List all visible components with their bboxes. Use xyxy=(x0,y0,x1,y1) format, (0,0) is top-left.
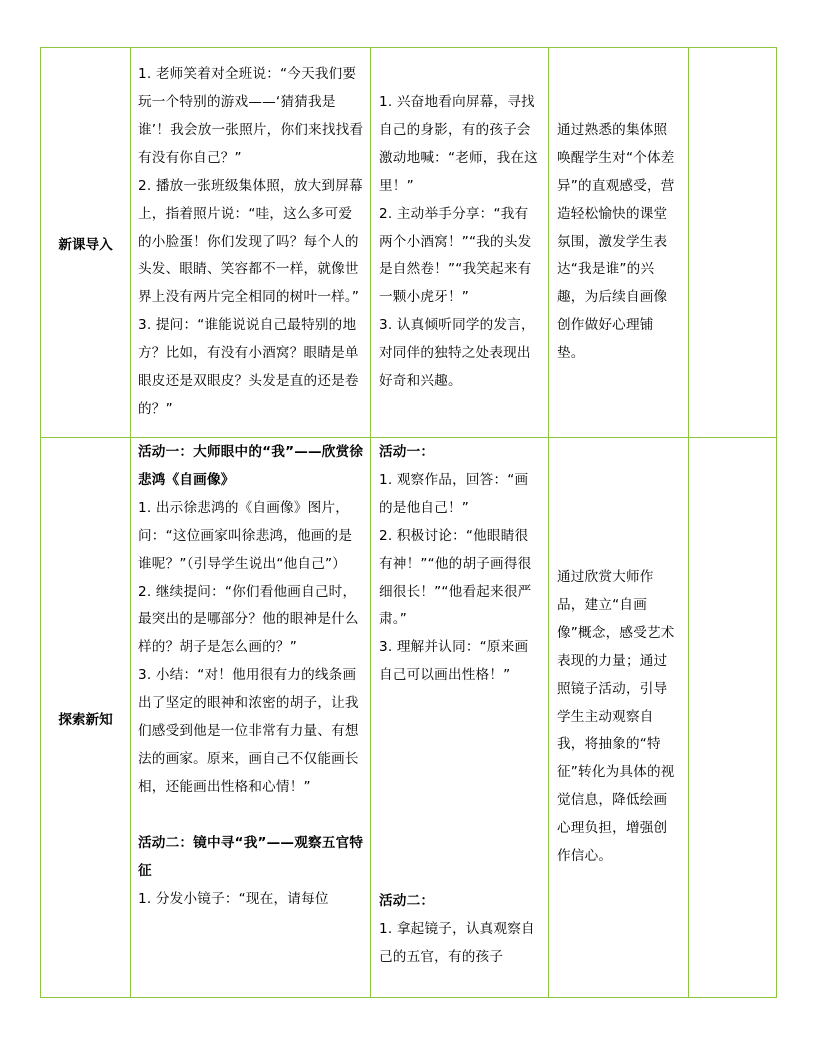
table-row xyxy=(41,48,777,438)
stage-label: 新课导入 xyxy=(58,236,113,253)
design-intent-cell xyxy=(549,438,689,998)
activity-heading: 活动一： xyxy=(379,444,435,460)
teacher-step: 1. 分发小镜子：“现在，请每位 xyxy=(138,890,329,907)
student-step: 1. 拿起镜子，认真观察自己的五官，有的孩子 xyxy=(379,921,535,965)
design-intent-text: 通过熟悉的集体照唤醒学生对“个体差异”的直观感受，营造轻松愉快的课堂氛围，激发学生表达“我是谁”的兴趣，为后续自画像创作做好心理铺垫。 xyxy=(557,121,675,362)
activity-heading: 活动二： xyxy=(379,893,435,910)
student-step: 1. 兴奋地看向屏幕，寻找自己的身影，有的孩子会激动地喊：“老师，我在这里！” xyxy=(379,94,538,194)
lesson-plan-table xyxy=(40,47,777,998)
stage-label: 探索新知 xyxy=(58,711,113,728)
student-step: 2. 主动举手分享：“我有两个小酒窝！”“我的头发是自然卷！”“我笑起来有一颗小虎牙！” xyxy=(379,205,532,306)
teacher-step: 3. 小结：“对！他用很有力的线条画出了坚定的眼神和浓密的胡子，让我们感受到他是一位非常有力量、有想法的画家。原来，画自己不仅能画长相，还能画出性格和心情！” xyxy=(138,667,359,795)
student-step: 3. 认真倾听同学的发言，对同伴的独特之处表现出好奇和兴趣。 xyxy=(379,317,535,390)
teacher-activity-cell xyxy=(131,438,371,998)
teacher-step: 2. 播放一张班级集体照，放大到屏幕上，指着照片说：“哇，这么多可爱的小脸蛋！你们发现了吗？每个人的头发、眼睛、笑容都不一样，就像世界上没有两片完全相同的树叶一样。” xyxy=(138,177,363,306)
student-activity-cell xyxy=(371,48,549,438)
teacher-step: 3. 提问：“谁能说说自己最特别的地方？比如，有没有小酒窝？眼睛是单眼皮还是双眼皮？头发是直的还是卷的？” xyxy=(138,317,359,417)
teacher-activity-cell xyxy=(131,48,371,438)
empty-cell xyxy=(689,438,777,998)
teacher-step: 2. 继续提问：“你们看他画自己时，最突出的是哪部分？他的眼神是什么样的？胡子是怎么画的？” xyxy=(138,583,359,656)
stage-cell xyxy=(41,48,131,438)
activity-heading: 活动一：大师眼中的“我”——欣赏徐悲鸿《自画像》 xyxy=(138,444,364,488)
student-step: 1. 观察作品，回答：“画的是他自己！” xyxy=(379,471,529,516)
stage-cell xyxy=(41,438,131,998)
design-intent-cell xyxy=(549,48,689,438)
teacher-step: 1. 老师笑着对全班说：“今天我们要玩一个特别的游戏——‘猜猜我是谁’！我会放一张照片，你们来找找看有没有你自己？” xyxy=(138,66,364,166)
student-step: 3. 理解并认同：“原来画自己可以画出性格！” xyxy=(379,639,529,684)
design-intent-text: 通过欣赏大师作品，建立“自画像”概念，感受艺术表现的力量；通过照镜子活动，引导学生主动观察自我，将抽象的“特征”转化为具体的视觉信息，降低绘画心理负担，增强创作信心。 xyxy=(557,569,675,865)
activity-heading: 活动二：镜中寻“我”——观察五官特征 xyxy=(138,834,364,879)
empty-cell xyxy=(689,48,777,438)
teacher-step: 1. 出示徐悲鸿的《自画像》图片，问：“这位画家叫徐悲鸿，他画的是谁呢？”（引导学生说出“他自己”） xyxy=(138,499,353,572)
student-activity-cell xyxy=(371,438,549,998)
student-step: 2. 积极讨论：“他眼睛很有神！”“他的胡子画得很细很长！”“他看起来很严肃。” xyxy=(379,527,532,628)
table-row xyxy=(41,438,777,998)
